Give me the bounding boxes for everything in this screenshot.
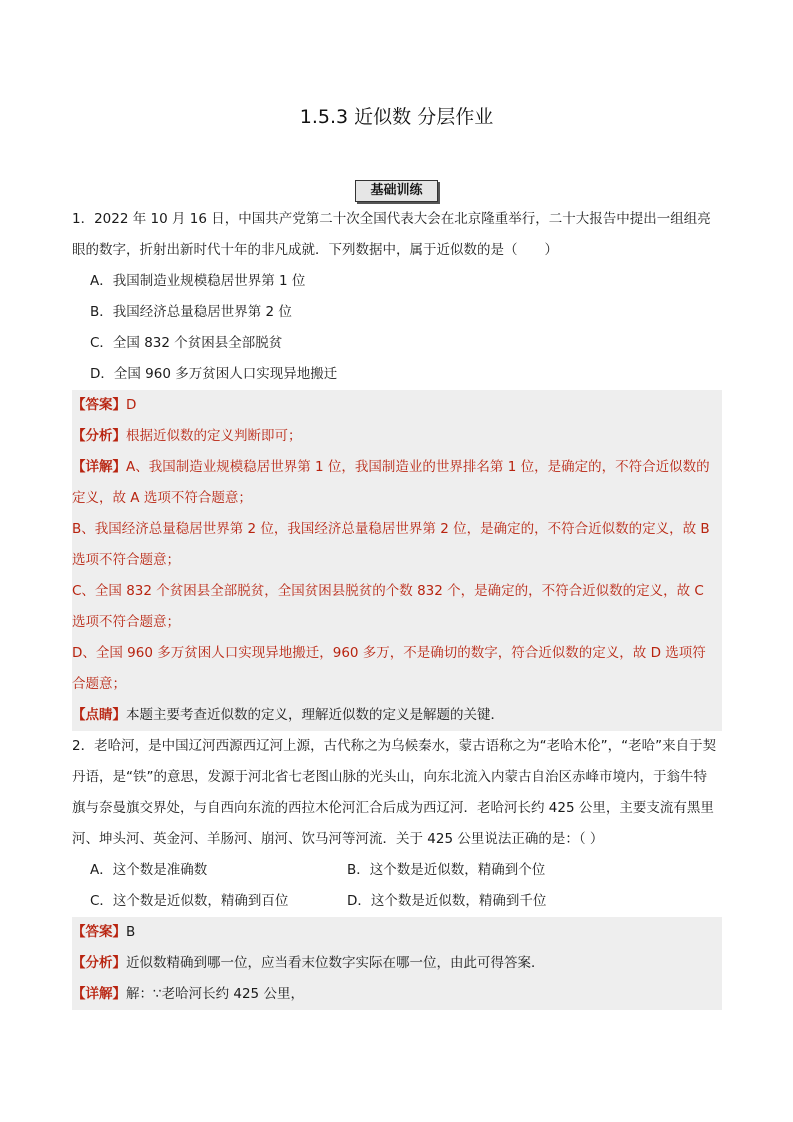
q1-stem-line-1: 1．2022 年 10 月 16 日，中国共产党第二十次全国代表大会在北京隆重举行，二十大报告中提出一组组亮	[72, 211, 711, 227]
q2-option-c: C．这个数是近似数，精确到百位	[90, 893, 289, 909]
q1-stem-line-2: 眼的数字，折射出新时代十年的非凡成就．下列数据中，属于近似数的是（ ）	[72, 242, 558, 258]
q2-answer-value: B	[126, 924, 136, 940]
q1-answer-value: D	[126, 397, 137, 413]
q2-option-b: B．这个数是近似数，精确到个位	[347, 862, 546, 878]
q1-option-a: A．我国制造业规模稳居世界第 1 位	[90, 273, 306, 289]
q2-stem-line-1: 2．老哈河，是中国辽河西源西辽河上源，古代称之为乌候秦水，蒙古语称之为“老哈木伦”，“老哈”来自于契	[72, 738, 717, 754]
q1-detail-line-7: D、全国 960 多万贫困人口实现异地搬迁，960 多万，不是确切的数字，符合近似数的定义，故 D 选项符	[72, 645, 706, 661]
q2-options-row-1	[72, 855, 722, 886]
q2-analysis-tag: 【分析】	[72, 955, 126, 971]
q1-comment-tag: 【点睛】	[72, 707, 126, 723]
q2-stem-line-4: 河、坤头河、英金河、羊肠河、崩河、饮马河等河流．关于 425 公里说法正确的是：（ ）	[72, 831, 604, 847]
q2-answer-tag: 【答案】	[72, 924, 126, 940]
q1-comment	[72, 700, 722, 731]
q1-detail-tag: 【详解】	[72, 459, 126, 475]
q1-option-c: C．全国 832 个贫困县全部脱贫	[90, 335, 283, 351]
q1-solution-block	[72, 390, 722, 731]
q1-detail-text-1: A、我国制造业规模稳居世界第 1 位，我国制造业的世界排名第 1 位，是确定的，不符合近似数的	[126, 459, 710, 475]
q2-detail-text: 解：∵老哈河长约 425 公里，	[126, 986, 304, 1002]
q1-detail-line-5: C、全国 832 个贫困县全部脱贫，全国贫困县脱贫的个数 832 个，是确定的，不符合近似数的定义，故 C	[72, 583, 704, 599]
q2-answer	[72, 917, 722, 948]
q1-analysis-tag: 【分析】	[72, 428, 126, 444]
q1-answer-tag: 【答案】	[72, 397, 126, 413]
q2-detail-tag: 【详解】	[72, 986, 126, 1002]
q1-detail-line-3: B、我国经济总量稳居世界第 2 位，我国经济总量稳居世界第 2 位，是确定的，不符合近似数的定义，故 B	[72, 521, 710, 537]
q2-analysis	[72, 948, 722, 979]
q2-option-a: A．这个数是准确数	[90, 862, 208, 878]
q2-option-d: D．这个数是近似数，精确到千位	[347, 893, 547, 909]
section-label: 基础训练	[355, 180, 437, 202]
q2-stem-line-2: 丹语，是“铁”的意思，发源于河北省七老图山脉的光头山，向东北流入内蒙古自治区赤峰市境内，于翁牛特	[72, 769, 707, 785]
q1-option-b: B．我国经济总量稳居世界第 2 位	[90, 304, 292, 320]
q1-analysis	[72, 421, 722, 452]
q2-stem-line-3: 旗与奈曼旗交界处，与自西向东流的西拉木伦河汇合后成为西辽河．老哈河长约 425 公里，主要支流有黑里	[72, 800, 714, 816]
worksheet-content	[72, 204, 722, 1010]
q1-detail-line-1	[72, 452, 722, 483]
q2-detail	[72, 979, 722, 1010]
q1-analysis-text: 根据近似数的定义判断即可；	[126, 428, 302, 444]
section-header	[0, 179, 793, 202]
q2-solution-block	[72, 917, 722, 1010]
q1-option-d: D．全国 960 多万贫困人口实现异地搬迁	[90, 366, 338, 382]
q1-detail-line-8: 合题意；	[72, 676, 126, 692]
q2-analysis-text: 近似数精确到哪一位，应当看末位数字实际在哪一位，由此可得答案．	[126, 955, 545, 971]
q1-detail-line-4: 选项不符合题意；	[72, 552, 180, 568]
q1-answer	[72, 390, 722, 421]
q1-detail-line-6: 选项不符合题意；	[72, 614, 180, 630]
page-title: 1.5.3 近似数 分层作业	[299, 106, 494, 128]
q1-detail-line-2: 定义，故 A 选项不符合题意；	[72, 490, 252, 506]
q1-comment-text: 本题主要考查近似数的定义，理解近似数的定义是解题的关键．	[126, 707, 504, 723]
q2-options-row-2	[72, 886, 722, 917]
